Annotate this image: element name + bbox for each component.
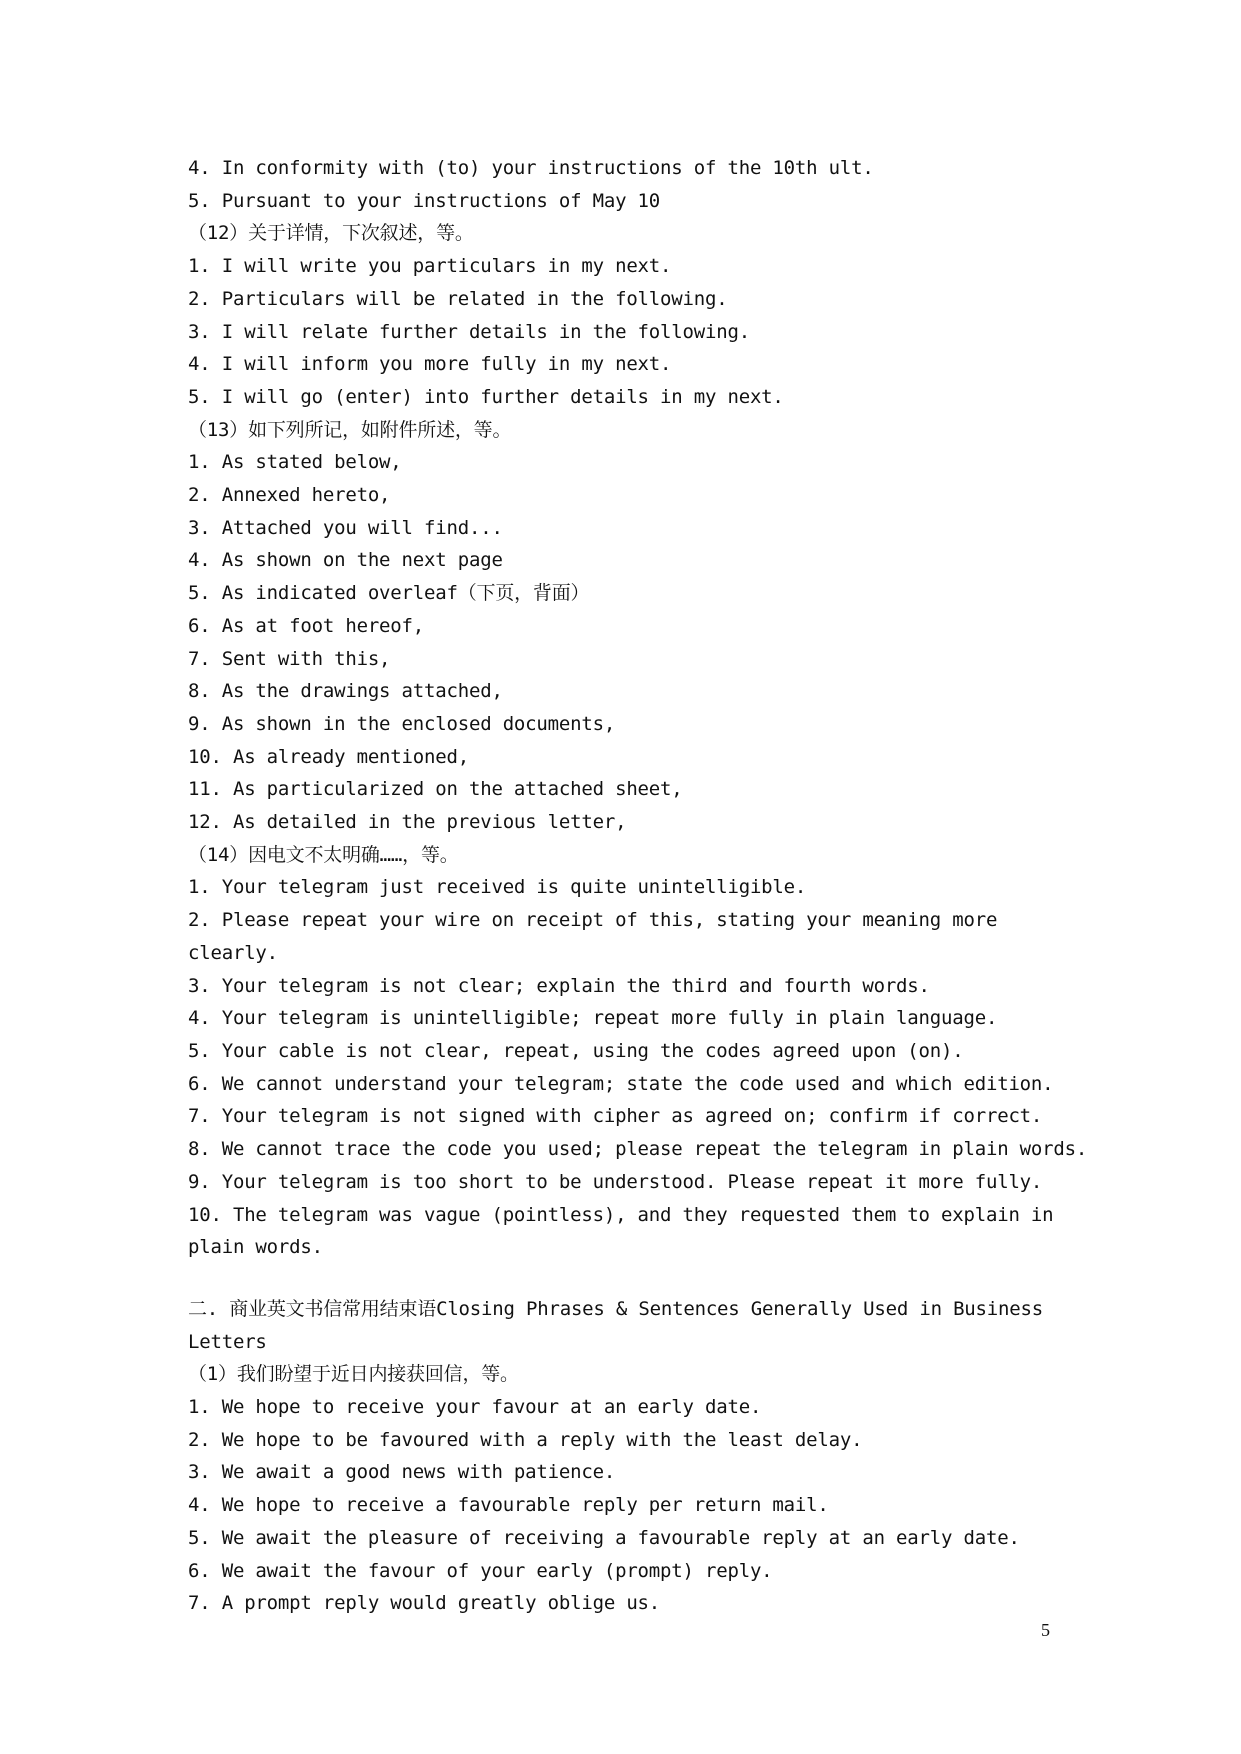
- text-line: 8. We cannot trace the code you used; please repeat the telegram in plain words.: [188, 1138, 1088, 1161]
- text-line: 2. Particulars will be related in the following.: [188, 287, 728, 310]
- text-line: 4. We hope to receive a favourable reply per return mail.: [188, 1494, 829, 1517]
- text-line: 9. As shown in the enclosed documents,: [188, 712, 616, 735]
- text-line: 12. As detailed in the previous letter,: [188, 811, 627, 834]
- text-line: 5. Pursuant to your instructions of May 10: [188, 189, 661, 212]
- text-line: 4. As shown on the next page: [188, 549, 503, 572]
- phrases-block-1: [188, 152, 1088, 1264]
- text-line: 7. Sent with this,: [188, 647, 391, 670]
- text-line: 1. As stated below,: [188, 451, 402, 474]
- text-line: 6. We await the favour of your early (prompt) reply.: [188, 1559, 773, 1582]
- text-line: 2. Annexed hereto,: [188, 484, 391, 507]
- text-line: 4. In conformity with (to) your instructions of the 10th ult.: [188, 157, 874, 179]
- text-line: 9. Your telegram is too short to be understood. Please repeat it more fully.: [188, 1170, 1043, 1193]
- section-gap: [188, 1264, 1088, 1293]
- page-content: [188, 152, 1088, 1620]
- text-line: 7. Your telegram is not signed with cipher as agreed on; confirm if correct.: [188, 1105, 1043, 1128]
- text-line: 10. The telegram was vague (pointless), and they requested them to explain in plain words.: [188, 1203, 1054, 1259]
- text-line: （12）关于详情，下次叙述，等。: [188, 222, 474, 245]
- text-line: 3. Attached you will find...: [188, 516, 503, 539]
- text-line: 1. I will write you particulars in my next.: [188, 255, 672, 278]
- text-line: 6. We cannot understand your telegram; state the code used and which edition.: [188, 1072, 1054, 1095]
- text-line: 11. As particularized on the attached sheet,: [188, 778, 683, 801]
- section-heading: 二. 商业英文书信常用结束语Closing Phrases & Sentences Generally Used in Business Letters: [188, 1297, 1043, 1353]
- text-line: 1. Your telegram just received is quite unintelligible.: [188, 876, 807, 899]
- text-line: 3. We await a good news with patience.: [188, 1461, 616, 1484]
- text-line: 3. I will relate further details in the following.: [188, 320, 750, 343]
- text-line: 10. As already mentioned,: [188, 745, 469, 768]
- text-line: 4. I will inform you more fully in my next.: [188, 353, 672, 376]
- phrases-block-2: [188, 1358, 1088, 1620]
- text-line: 3. Your telegram is not clear; explain the third and fourth words.: [188, 974, 930, 997]
- text-line: 5. We await the pleasure of receiving a favourable reply at an early date.: [188, 1526, 1020, 1549]
- page-number: 5: [1041, 1620, 1050, 1640]
- text-line: （1）我们盼望于近日内接获回信，等。: [188, 1363, 519, 1386]
- text-line: 5. I will go (enter) into further details in my next.: [188, 385, 784, 408]
- text-line: 2. Please repeat your wire on receipt of this, stating your meaning more clearly.: [188, 909, 998, 964]
- text-line: 1. We hope to receive your favour at an early date.: [188, 1396, 762, 1419]
- text-line: 6. As at foot hereof,: [188, 614, 425, 637]
- text-line: 5. Your cable is not clear, repeat, using the codes agreed upon (on).: [188, 1039, 964, 1062]
- text-line: 5. As indicated overleaf（下页，背面）: [188, 582, 590, 605]
- text-line: 4. Your telegram is unintelligible; repeat more fully in plain language.: [188, 1007, 998, 1030]
- text-line: 7. A prompt reply would greatly oblige us.: [188, 1592, 661, 1615]
- text-line: 8. As the drawings attached,: [188, 680, 503, 703]
- text-line: （14）因电文不太明确……，等。: [188, 843, 459, 866]
- text-line: 2. We hope to be favoured with a reply with the least delay.: [188, 1428, 863, 1451]
- text-line: （13）如下列所记，如附件所述，等。: [188, 418, 512, 441]
